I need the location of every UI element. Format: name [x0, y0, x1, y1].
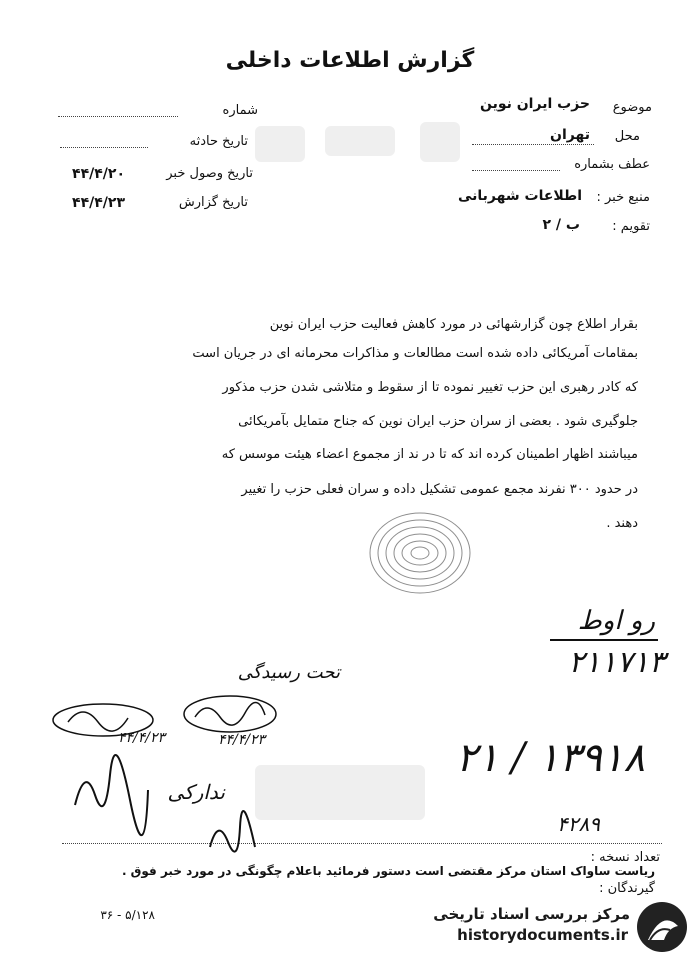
- copies-label: تعداد نسخه :: [590, 850, 660, 865]
- signature-scribble: [70, 760, 150, 815]
- archive-number: ۲۱ / ۱۳۹۱۸: [455, 735, 645, 781]
- incident-date-label: تاریخ حادثه: [189, 134, 248, 149]
- source-value: اطلاعات شهربانی: [457, 188, 582, 204]
- scribble-mark: [205, 812, 265, 852]
- rating-label: تقویم :: [612, 219, 650, 234]
- footer-rule: [62, 843, 662, 844]
- number-label: شماره: [222, 103, 258, 118]
- registry-number: ۲۱۱۷۱۳: [568, 645, 665, 680]
- marginal-note: تحت رسیدگی: [237, 662, 340, 683]
- subject-value: حزب ایران نوین: [479, 96, 590, 112]
- body-line: بمقامات آمریکائی داده شده است مطالعات و مذاکرات محرمانه ای در جریان است: [192, 346, 638, 361]
- place-line: [472, 144, 594, 145]
- receipt-date-label: تاریخ وصول خبر: [166, 166, 253, 181]
- report-date-label: تاریخ گزارش: [178, 195, 248, 210]
- reference-line: [472, 170, 560, 171]
- watermark-logo-icon: [634, 900, 690, 954]
- small-number: ۴۲۸۹: [557, 812, 600, 836]
- redaction-smudge: [255, 126, 305, 162]
- watermark-url: historydocuments.ir: [457, 926, 628, 944]
- note-date-2: ۴۴/۴/۲۳: [217, 732, 265, 748]
- signature-word: ندارکی: [167, 780, 225, 804]
- place-label: محل: [614, 129, 640, 144]
- note-date-1: ۴۴/۴/۲۳: [117, 730, 165, 746]
- subject-label: موضوع: [612, 100, 652, 115]
- body-line: که کادر رهبری این حزب تغییر نموده تا از سقوط و متلاشی شدن حزب مذکور: [222, 380, 638, 395]
- report-title: گزارش اطلاعات داخلی: [225, 48, 475, 73]
- body-line: میباشند اظهار اطمینان کرده اند که تا در ند از مجموع اعضاء هیئت موسس که: [221, 447, 638, 462]
- form-code: ۳۶ - ۵/۱۲۸: [100, 908, 155, 922]
- number-line: [58, 116, 178, 117]
- redaction-smudge: [255, 765, 425, 820]
- redaction-smudge: [420, 122, 460, 162]
- recipients-label: گیرندگان :: [599, 881, 655, 896]
- receipt-date-value: ۴۴/۴/۲۰: [72, 166, 125, 182]
- watermark-title: مرکز بررسی اسناد تاریخی: [433, 905, 630, 923]
- registry-label: رو اوط: [577, 606, 655, 636]
- place-value: تهران: [550, 127, 590, 143]
- body-line: دهند .: [606, 516, 638, 531]
- incident-date-line: [60, 147, 148, 148]
- body-line: جلوگیری شود . بعضی از سران حزب ایران نوین که جناح متمایل بآمریکائی: [238, 414, 638, 429]
- reference-label: عطف بشماره: [574, 157, 650, 172]
- distribution-text: ریاست ساواک استان مرکز مقتضی است دستور فرمائید باعلام چگونگی در مورد خبر فوق .: [121, 864, 655, 878]
- fingerprint-stamp: [365, 505, 475, 600]
- registry-underline: [550, 638, 660, 642]
- body-line: بقرار اطلاع چون گزارشهائی در مورد کاهش فعالیت حزب ایران نوین: [269, 317, 638, 332]
- redaction-smudge: [325, 126, 395, 156]
- source-label: منبع خبر :: [596, 190, 650, 205]
- rating-value: ب / ۲: [542, 217, 580, 233]
- report-date-value: ۴۴/۴/۲۳: [72, 195, 125, 211]
- body-line: در حدود ۳۰۰ نفرند مجمع عمومی تشکیل داده و سران فعلی حزب را تغییر: [241, 482, 638, 497]
